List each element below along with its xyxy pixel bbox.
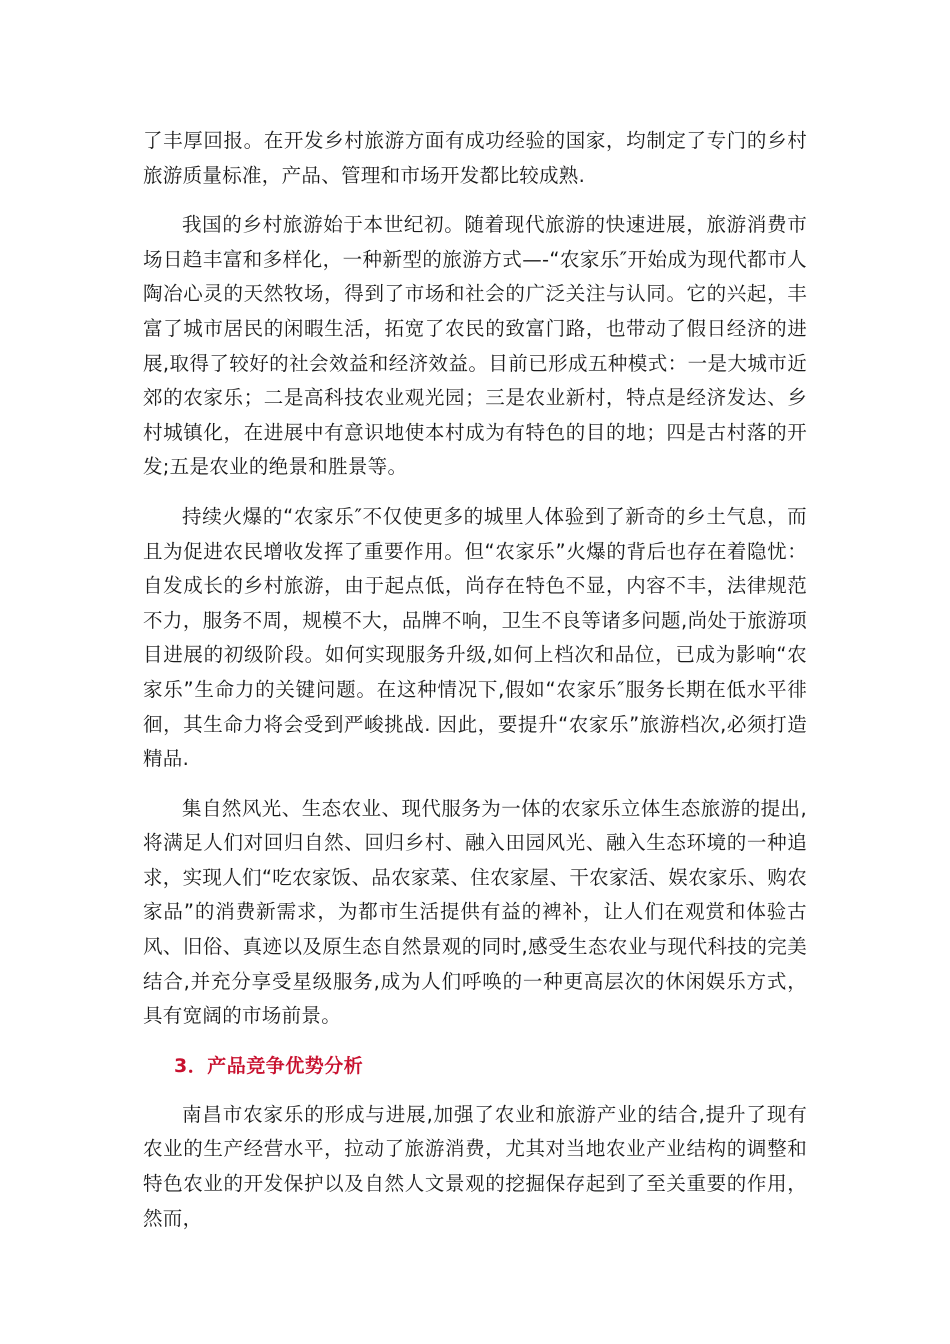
- body-paragraph-3: 持续火爆的“农家乐″不仅使更多的城里人体验到了新奇的乡土气息，而且为促进农民增收发挥了重要作用。但“农家乐”火爆的背后也存在着隐忧：自发成长的乡村旅游，由于起点低，尚存在特色不显，内容不丰，法律规范不力，服务不周，规模不大，品牌不响，卫生不良等诸多问题,尚处于旅游项目进展的初级阶段。如何实现服务升级,如何上档次和品位，已成为影响“农家乐”生命力的关键问题。在这种情况下,假如“农家乐″服务长期在低水平徘徊，其生命力将会受到严峻挑战. 因此，要提升“农家乐”旅游档次,必须打造精品.: [143, 504, 807, 771]
- body-paragraph-5: 南昌市农家乐的形成与进展,加强了农业和旅游产业的结合,提升了现有农业的生产经营水平，拉动了旅游消费，尤其对当地农业产业结构的调整和特色农业的开发保护以及自然人文景观的挖掘保存起到了至关重要的作用，然而，: [143, 1102, 807, 1230]
- body-paragraph-1: 了丰厚回报。在开发乡村旅游方面有成功经验的国家，均制定了专门的乡村旅游质量标准，产品、管理和市场开发都比较成熟.: [143, 129, 807, 187]
- section-heading: 3．产品竞争优势分析: [174, 1054, 364, 1077]
- document-page: [143, 124, 807, 1236]
- body-paragraph-2: 我国的乡村旅游始于本世纪初。随着现代旅游的快速进展，旅游消费市场日趋丰富和多样化，一种新型的旅游方式—-“农家乐″开始成为现代都市人陶冶心灵的天然牧场，得到了市场和社会的广泛关注与认同。它的兴起，丰富了城市居民的闲暇生活，拓宽了农民的致富门路，也带动了假日经济的进展,取得了较好的社会效益和经济效益。目前已形成五种模式：一是大城市近郊的农家乐；二是高科技农业观光园；三是农业新村，特点是经济发达、乡村城镇化，在进展中有意识地使本村成为有特色的目的地；四是古村落的开发;五是农业的绝景和胜景等。: [143, 213, 807, 479]
- body-paragraph-4: 集自然风光、生态农业、现代服务为一体的农家乐立体生态旅游的提出,将满足人们对回归自然、回归乡村、融入田园风光、融入生态环境的一种追求，实现人们“吃农家饭、品农家菜、住农家屋、干农家活、娱农家乐、购农家品”的消费新需求，为都市生活提供有益的裨补，让人们在观赏和体验古风、旧俗、真迹以及原生态自然景观的同时,感受生态农业与现代科技的完美结合,并充分享受星级服务,成为人们呼唤的一种更高层次的休闲娱乐方式，具有宽阔的市场前景。: [143, 796, 807, 1028]
